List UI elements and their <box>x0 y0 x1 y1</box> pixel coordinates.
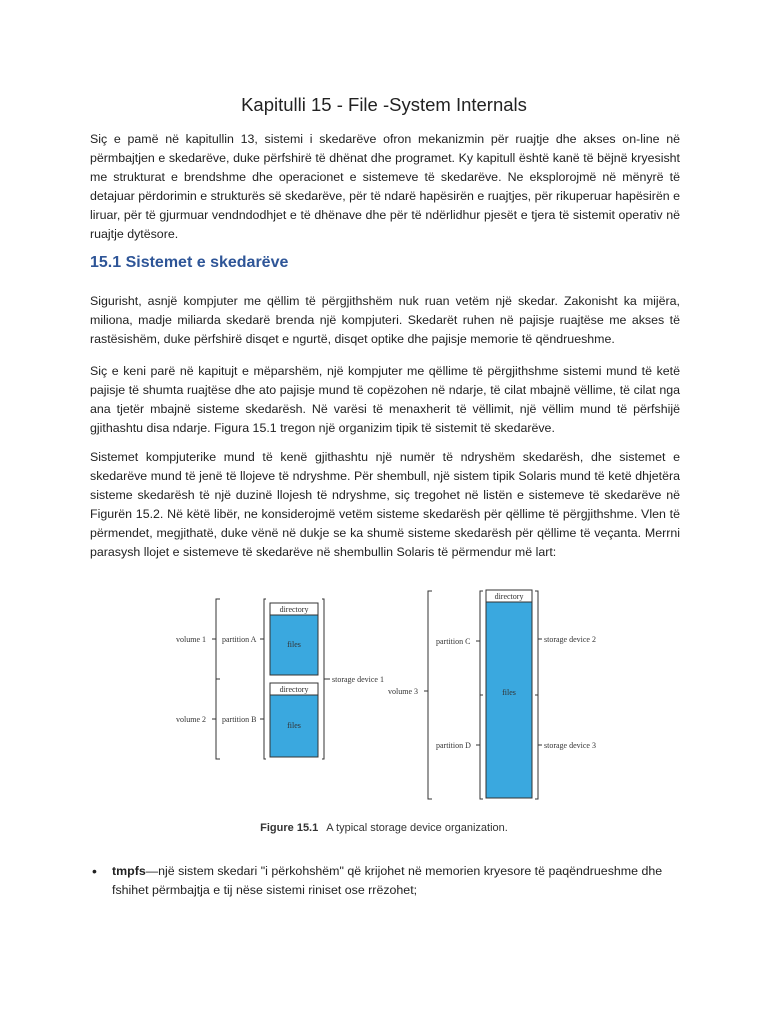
label-partition-d: partition D <box>436 741 471 750</box>
label-directory-1: directory <box>279 605 309 614</box>
label-files-1: files <box>287 640 301 649</box>
figure-label: Figure 15.1 <box>260 822 319 834</box>
paragraph-1: Sigurisht, asnjë kompjuter me qëllim të përgjithshëm nuk ruan vetëm një skedar. Zakonisht ka mijëra, miliona, madje miliarda skedarë brenda një kompjuteri. Skedarët ruhen në pajisje ruajtëse me akses të rastësishëm, duke përfshirë disqet e ngurtë, disqet optike dhe pajisje memorie të qëndrueshme. <box>90 294 680 346</box>
label-files-2: files <box>287 721 301 730</box>
label-volume-1: volume 1 <box>176 635 206 644</box>
section-heading: 15.1 Sistemet e skedarëve <box>90 254 289 271</box>
label-directory-2: directory <box>279 685 309 694</box>
list-item <box>92 862 682 900</box>
bullet-icon: • <box>92 863 97 879</box>
label-partition-b: partition B <box>222 715 257 724</box>
figure-caption-text: A typical storage device organization. <box>326 822 508 834</box>
intro-paragraph: Siç e pamë në kapitullin 13, sistemi i skedarëve ofron mekanizmin për ruajtje dhe akses on-line në përmbajtjen e skedarëve, duke përfshirë të dhënat dhe programet. Ky kapitull është kanë të bëjnë kryesisht me strukturat e brendshme dhe operacionet e sistemeve të skedarëve. Ne eksplorojmë në mënyrë të detajuar përdorimin e strukturës së skedarëve, për të ndarë hapësirën e ruajtjes, për rikuperuar hapësirën e liruar, për të gjurmuar vendndodhjet e të dhënave dhe për të ndërlidhur pjesët e tjera të sistemit operativ në ruajtje dytësore. <box>90 132 680 241</box>
label-storage-device-3: storage device 3 <box>544 741 596 750</box>
label-partition-a: partition A <box>222 635 257 644</box>
figure-storage-organization <box>160 585 620 805</box>
page-title: Kapitulli 15 - File -System Internals <box>241 94 527 115</box>
label-volume-2: volume 2 <box>176 715 206 724</box>
label-storage-device-1: storage device 1 <box>332 675 384 684</box>
label-partition-c: partition C <box>436 637 471 646</box>
bullet-term: tmpfs <box>112 864 146 878</box>
files-box-3 <box>486 602 532 798</box>
paragraph-2: Siç e keni parë në kapitujt e mëparshëm, një kompjuter me qëllime të përgjithshme sistemi mund të ketë pajisje të shumta ruajtëse dhe ato pajisje mund të copëzohen në ndarje, të cilat mbajnë vëllime, të cilat nga ana tjetër mbajnë sisteme skedarësh. Në varësi të menaxherit të vëllimit, një vëllim mund të përfshijë gjithashtu disa ndarje. Figura 15.1 tregon një organizim tipik të sistemit të skedarëve. <box>90 364 680 435</box>
bullet-text: —një sistem skedari "i përkohshëm" që krijohet në memorien kryesore të paqëndrueshme dhe fshihet përmbajtja e tij nëse sistemi riniset ose rrëzohet; <box>112 864 663 897</box>
label-directory-3: directory <box>494 592 524 601</box>
paragraph-3: Sistemet kompjuterike mund të kenë gjithashtu një numër të ndryshëm skedarësh, dhe sistemet e skedarëve mund të jenë të llojeve të ndryshme. Për shembull, një sistem tipik Solaris mund të ketë dhjetëra sisteme skedarësh të një duzinë llojesh të ndryshme, siç tregohet në listën e sistemeve të skedarëve në Figurën 15.2. Në këtë libër, ne konsiderojmë vetëm sisteme skedarësh për qëllime të përgjithshme. Vlen të përmendet, megjithatë, duke vënë në dukje se ka shumë sisteme skedarësh për qëllime të veçanta. Merrni parasysh llojet e sistemeve të skedarëve në shembullin Solaris të përmendur më lart: <box>90 450 680 559</box>
label-storage-device-2: storage device 2 <box>544 635 596 644</box>
label-files-3: files <box>502 688 516 697</box>
label-volume-3: volume 3 <box>388 687 418 696</box>
figure-caption <box>0 822 768 834</box>
